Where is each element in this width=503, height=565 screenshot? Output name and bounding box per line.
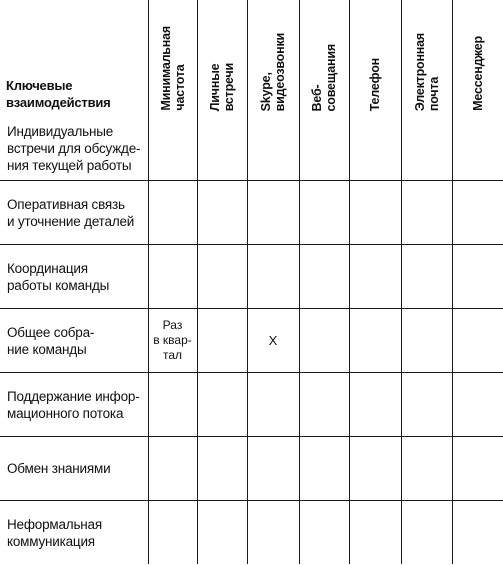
corner-header: Ключевые взаимодействия <box>0 0 148 117</box>
table-cell <box>299 181 349 245</box>
table-cell <box>299 373 349 437</box>
column-header-label: Веб- совещания <box>310 43 338 111</box>
table-row <box>0 245 503 309</box>
table-cell <box>299 309 349 373</box>
table-cell <box>299 117 349 181</box>
column-header-label: Skype, видеозвонки <box>259 32 287 111</box>
table-cell <box>247 373 299 437</box>
table-cell <box>349 181 401 245</box>
table-cell <box>148 501 197 565</box>
table-cell <box>401 437 452 501</box>
table-cell: Раз в квар- тал <box>148 309 197 373</box>
table-row <box>0 117 503 181</box>
table-cell <box>401 309 452 373</box>
table-cell <box>401 117 452 181</box>
table-cell <box>401 501 452 565</box>
table-cell <box>452 181 503 245</box>
row-label: Обмен знаниями <box>0 437 148 501</box>
table-cell <box>349 501 401 565</box>
table-cell <box>197 501 247 565</box>
table-cell <box>349 245 401 309</box>
column-header-label: Телефон <box>368 57 382 111</box>
table-cell <box>247 437 299 501</box>
table-cell <box>452 501 503 565</box>
column-header-label: Минимальная частота <box>158 26 187 111</box>
table-cell <box>349 117 401 181</box>
table-cell <box>247 181 299 245</box>
table-cell <box>148 181 197 245</box>
table-cell <box>401 373 452 437</box>
row-label: Координация работы команды <box>0 245 148 309</box>
table-cell <box>148 437 197 501</box>
table-cell: X <box>247 309 299 373</box>
table-cell <box>148 117 197 181</box>
row-label: Неформальная коммуникация <box>0 501 148 565</box>
table-cell <box>349 309 401 373</box>
column-header-email <box>401 0 452 117</box>
table-cell <box>452 437 503 501</box>
table-row <box>0 437 503 501</box>
table-cell <box>197 117 247 181</box>
table-row <box>0 373 503 437</box>
table-cell <box>197 309 247 373</box>
row-label: Индивидуальные встречи для обсужде- ния текущей работы <box>0 117 148 181</box>
column-header-label: Личные встречи <box>208 62 236 111</box>
row-label: Оперативная связь и уточнение деталей <box>0 181 148 245</box>
column-header-video <box>247 0 299 117</box>
table-row <box>0 181 503 245</box>
table-cell <box>401 245 452 309</box>
table-cell <box>148 245 197 309</box>
table-row <box>0 501 503 565</box>
table-cell <box>299 437 349 501</box>
table-cell <box>452 245 503 309</box>
table-cell <box>197 373 247 437</box>
table-cell <box>452 373 503 437</box>
row-label: Общее собра- ние команды <box>0 309 148 373</box>
table-cell <box>247 117 299 181</box>
table-cell <box>299 501 349 565</box>
table-cell <box>349 437 401 501</box>
table-cell <box>452 117 503 181</box>
column-header-label: Электронная почта <box>412 32 441 111</box>
table-cell <box>197 437 247 501</box>
table-cell <box>197 245 247 309</box>
column-header-phone <box>349 0 401 117</box>
column-header-label: Мессенджер <box>470 36 485 111</box>
table-cell <box>247 245 299 309</box>
header-row <box>0 0 503 117</box>
table-cell <box>349 373 401 437</box>
row-label: Поддержание инфор- мационного потока <box>0 373 148 437</box>
table-cell <box>401 181 452 245</box>
column-header-web-meetings <box>299 0 349 117</box>
table-row <box>0 309 503 373</box>
table-cell <box>452 309 503 373</box>
column-header-in-person <box>197 0 247 117</box>
table-cell <box>247 501 299 565</box>
table-cell <box>299 245 349 309</box>
table-cell <box>197 181 247 245</box>
table-cell <box>148 373 197 437</box>
column-header-messenger <box>452 0 503 117</box>
column-header-min-frequency <box>148 0 197 117</box>
